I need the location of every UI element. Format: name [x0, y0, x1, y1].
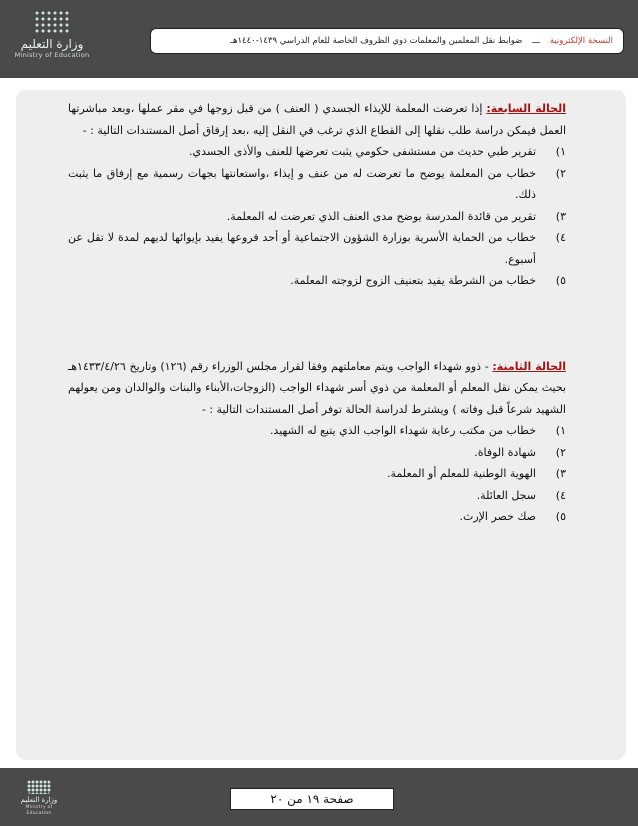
list-item — [68, 163, 566, 206]
list-item-number: ٤) — [555, 231, 566, 244]
case-8-paragraph — [68, 356, 566, 421]
logo-english-text: Ministry of Education — [14, 51, 90, 59]
list-item — [68, 485, 566, 507]
list-item-number: ٢) — [555, 445, 566, 459]
list-item-text: خطاب من الحماية الأسرية بوزارة الشؤون الاجتماعية أو أحد فروعها يفيد بإيوائها لديهم لمدة لا تقل عن أسبوع. — [68, 231, 536, 266]
document-header-box — [150, 28, 624, 54]
page-number: صفحة ١٩ من ٢٠ — [230, 788, 394, 810]
ministry-logo-icon — [27, 780, 51, 794]
list-item — [68, 463, 566, 485]
case-7-heading: الحالة السابعة: — [486, 102, 566, 115]
section-spacer — [68, 292, 566, 356]
list-item-text: خطاب من المعلمة يوضح ما تعرضت له من عنف و إيذاء ،واستعانتها بجهات رسمية مع إرفاق ما يثبت ذلك. — [68, 166, 536, 201]
case-7-intro: إذا تعرضت المعلمة للإيذاء الجسدي ( العنف ) من قبل زوجها في مقر عملها ،وبعد مباشرتها العمل فيمكن دراسة طلب نقلها إلى القطاع الذي ترغب في النقل إليه ،بعد إرفاق أصل المستندات التالية : - — [68, 102, 566, 137]
case-7-list — [68, 141, 566, 292]
list-item-text: تقرير من قائدة المدرسة يوضح مدى العنف الذي تعرضت له المعلمة. — [226, 209, 536, 223]
list-item — [68, 506, 566, 528]
case-8-heading: الحالة الثامنة: — [492, 359, 567, 373]
list-item-text: صك حصر الإرث. — [459, 510, 536, 523]
list-item-text: خطاب من الشرطة يفيد بتعنيف الزوج لزوجته المعلمة. — [290, 274, 536, 287]
logo-arabic-text: وزارة التعليم — [20, 37, 84, 51]
bottom-footer-band — [0, 768, 638, 826]
footer-logo-english-text: Ministry of Education — [25, 805, 53, 816]
footer-logo-arabic-text: وزارة التعليم — [20, 796, 58, 804]
list-item — [68, 227, 566, 270]
list-item-number: ١) — [555, 424, 566, 437]
list-item — [68, 270, 566, 292]
list-item-number: ٤) — [555, 488, 566, 502]
list-item — [68, 141, 566, 163]
list-item — [68, 442, 566, 464]
list-item — [68, 420, 566, 442]
list-item-number: ٥) — [555, 510, 566, 523]
list-item-text: الهوية الوطنية للمعلم أو المعلمة. — [387, 467, 536, 480]
case-7-paragraph — [68, 98, 566, 141]
top-header-band — [0, 0, 638, 78]
footer-ministry-logo — [14, 780, 64, 816]
header-dash: ـــ — [532, 36, 540, 46]
list-item — [68, 206, 566, 228]
case-8-list — [68, 420, 566, 528]
list-item-text: تقرير طبي حديث من مستشفى حكومي يثبت تعرضها للعنف والأذى الجسدي. — [189, 145, 536, 158]
list-item-number: ٢) — [555, 166, 566, 180]
edition-label: النسخة الإلكترونية — [549, 36, 613, 46]
list-item-text: خطاب من مكتب رعاية شهداء الواجب الذي يتبع له الشهيد. — [269, 424, 536, 437]
case-8-intro: - ذوو شهداء الواجب ويتم معاملتهم وفقا لقرار مجلس الوزراء رقم (١٢٦) وتاريخ ١٤٣٣/٤/٢٦هـ بحيث يمكن نقل المعلم أو المعلمة من ذوي أسر شهداء الواجب (الزوجات،الأبناء والبنات والوالدان ومن يعولهم الشهيد شرعاً قبل وفاته ) ويشترط لدراسة الحالة توفر أصل المستندات التالية : - — [68, 359, 566, 416]
list-item-number: ٣) — [555, 209, 566, 223]
ministry-logo-icon — [34, 10, 70, 34]
list-item-text: سجل العائلة. — [476, 488, 536, 502]
list-item-text: شهادة الوفاة. — [474, 445, 536, 459]
list-item-number: ٣) — [555, 467, 566, 480]
ministry-logo — [12, 10, 92, 72]
document-body — [68, 98, 566, 528]
list-item-number: ١) — [555, 145, 566, 158]
document-title: ضوابط نقل المعلمين والمعلمات ذوي الظروف الخاصة للعام الدراسي ١٤٣٩-١٤٤٠هـ — [230, 36, 523, 46]
list-item-number: ٥) — [555, 274, 566, 287]
